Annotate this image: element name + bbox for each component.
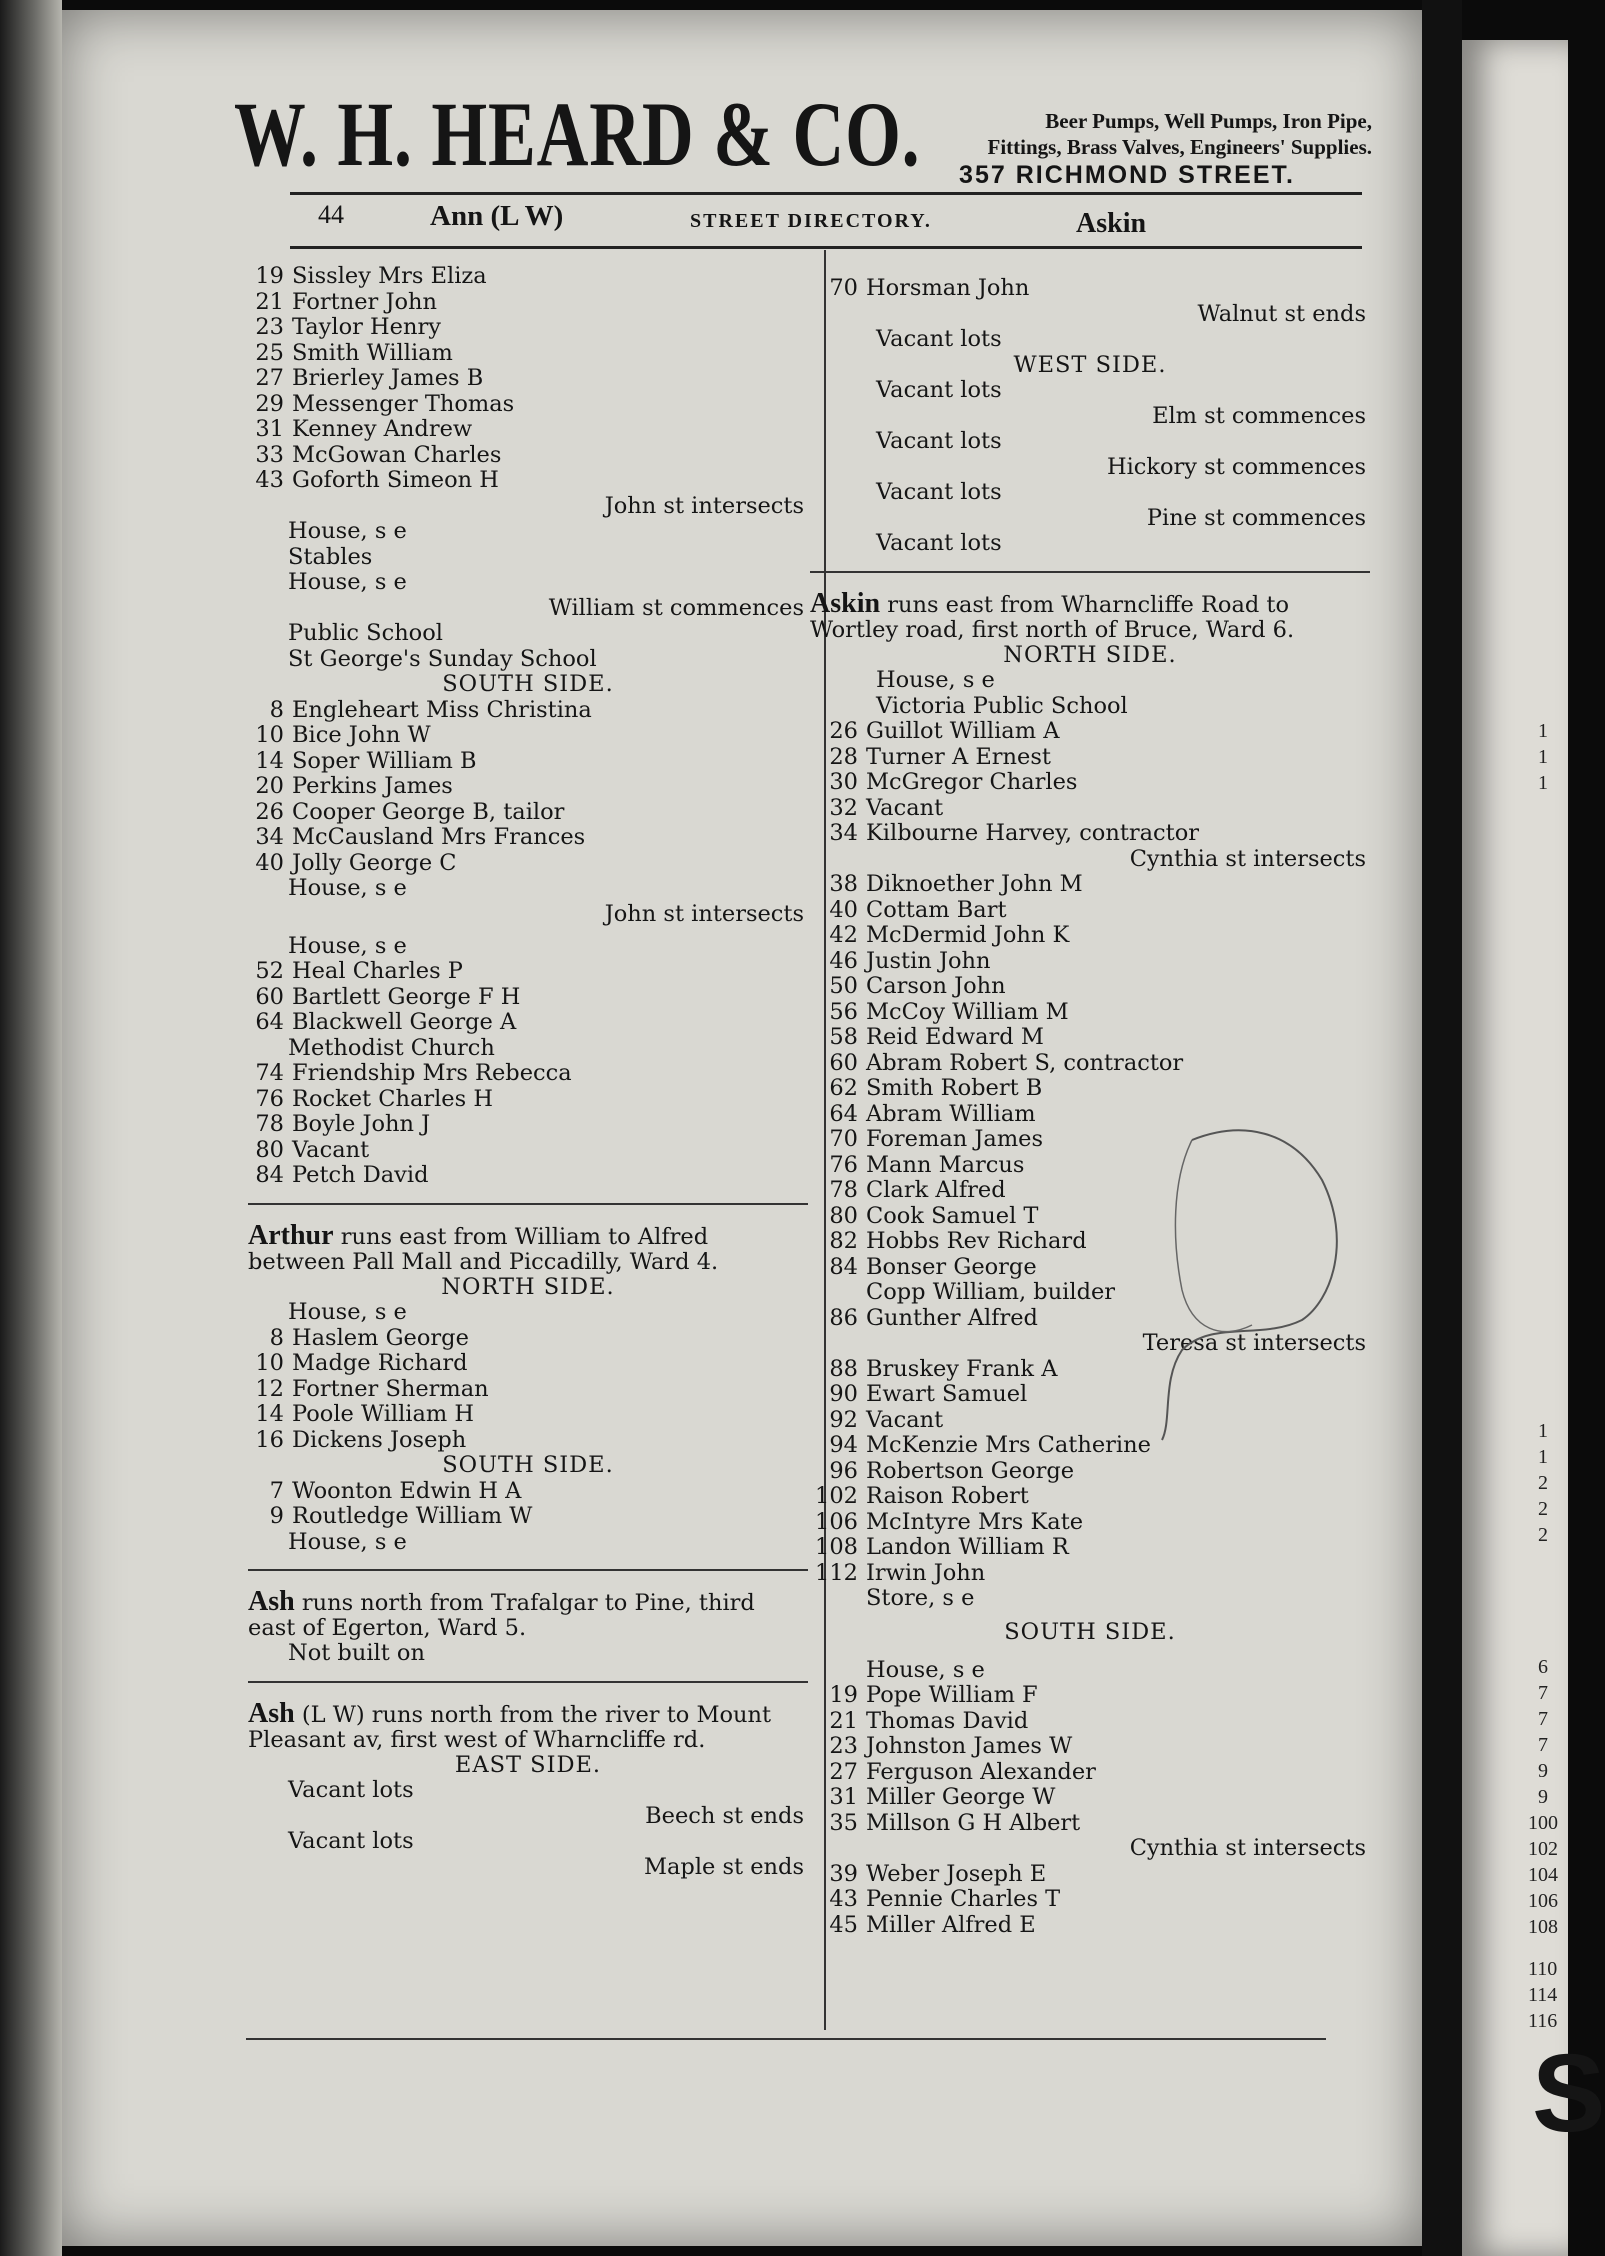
side-heading: SOUTH SIDE. xyxy=(442,1452,614,1478)
list-item: 80 Cook Samuel T xyxy=(829,1202,1039,1229)
list-item: 80 Vacant xyxy=(255,1136,370,1163)
list-item: 45 Miller Alfred E xyxy=(829,1911,1036,1938)
list-item: House, s e xyxy=(288,518,407,544)
list-item: 50 Carson John xyxy=(829,973,1006,999)
page-fragment: 9 xyxy=(1538,1760,1548,1782)
list-item: 42 McDermid John K xyxy=(829,922,1070,948)
page-number: 44 xyxy=(318,200,344,229)
cross-street: William st commences xyxy=(548,594,804,621)
list-item: 52 Heal Charles P xyxy=(255,958,463,984)
list-item: 112 Irwin John xyxy=(815,1559,986,1586)
list-item: 102 Raison Robert xyxy=(815,1483,1029,1509)
page-fragment: 9 xyxy=(1538,1786,1548,1808)
side-heading: NORTH SIDE. xyxy=(441,1273,615,1300)
list-item: St George's Sunday School xyxy=(288,645,597,672)
side-heading: WEST SIDE. xyxy=(1013,351,1167,378)
list-item: 74 Friendship Mrs Rebecca xyxy=(255,1060,572,1086)
list-item: Copp William, builder xyxy=(866,1279,1116,1305)
list-item: 96 Robertson George xyxy=(829,1457,1075,1484)
cross-street: Cynthia st intersects xyxy=(1129,845,1366,872)
page-fragment: 100 xyxy=(1528,1812,1558,1834)
page-fragment: 6 xyxy=(1538,1656,1548,1678)
page-fragment: 1 xyxy=(1538,1446,1548,1468)
list-item: 16 Dickens Joseph xyxy=(255,1426,467,1453)
list-item: 31 Kenney Andrew xyxy=(255,416,473,442)
list-item: 76 Mann Marcus xyxy=(829,1151,1025,1178)
list-item: Vacant lots xyxy=(876,530,1002,556)
list-item: Store, s e xyxy=(866,1585,975,1611)
list-item: 34 McCausland Mrs Frances xyxy=(255,824,586,850)
directory-page xyxy=(62,10,1422,2246)
list-item: Stables xyxy=(288,543,373,570)
section-divider xyxy=(248,1681,808,1683)
list-item: House, s e xyxy=(288,932,407,959)
askin-south-entries-2 xyxy=(810,1862,1370,1939)
list-item: 29 Messenger Thomas xyxy=(255,390,515,417)
list-item: 23 Johnston James W xyxy=(829,1733,1073,1759)
header-rule xyxy=(290,246,1362,249)
ad-line: Fittings, Brass Valves, Engineers' Supplies. xyxy=(987,135,1372,159)
ad-address: 357 RICHMOND STREET. xyxy=(959,161,1295,189)
list-item: 9 Routledge William W xyxy=(269,1503,533,1529)
list-item: 88 Bruskey Frank A xyxy=(829,1355,1058,1382)
list-item: 30 McGregor Charles xyxy=(829,769,1078,795)
list-item: 32 Vacant xyxy=(829,794,944,821)
page-fragment: 7 xyxy=(1538,1708,1548,1730)
list-item: Vacant lots xyxy=(288,1777,414,1803)
list-item: 25 Smith William xyxy=(255,339,453,366)
list-item: 39 Weber Joseph E xyxy=(829,1860,1047,1887)
cross-street: John st intersects xyxy=(604,492,804,519)
list-item: House, s e xyxy=(876,667,995,693)
list-item: Vacant lots xyxy=(876,428,1002,454)
street-heading-arthur: Arthur runs east from William to Alfred between Pall Mall and Piccadilly, Ward 4. xyxy=(248,1219,719,1275)
ann-south-entries xyxy=(248,698,808,877)
page-fragment: 7 xyxy=(1538,1734,1548,1756)
side-heading: NORTH SIDE. xyxy=(1003,641,1177,668)
page-header-bar xyxy=(290,200,1362,244)
page-fragment-letter: S xyxy=(1532,2032,1605,2155)
list-item: 60 Abram Robert S, contractor xyxy=(829,1049,1184,1076)
list-item: House, s e xyxy=(288,875,407,901)
ad-line: Beer Pumps, Well Pumps, Iron Pipe, xyxy=(1045,109,1372,133)
page-fragment: 110 xyxy=(1528,1958,1558,1980)
page-fragment: 7 xyxy=(1538,1682,1548,1704)
list-item: 76 Rocket Charles H xyxy=(255,1085,493,1112)
list-item: 34 Kilbourne Harvey, contractor xyxy=(829,820,1199,846)
page-fragment: 104 xyxy=(1528,1864,1558,1886)
cross-street: Pine st commences xyxy=(1146,504,1366,531)
arthur-north-entries xyxy=(248,1326,808,1454)
street-heading-ash-lw: Ash (L W) runs north from the river to Mount Pleasant av, first west of Wharncliffe rd. xyxy=(248,1697,772,1753)
list-item: 27 Brierley James B xyxy=(255,365,484,391)
side-heading: EAST SIDE. xyxy=(454,1751,602,1778)
askin-north-entries xyxy=(810,719,1370,847)
page-fragment: 116 xyxy=(1528,2010,1558,2032)
page-fragment: 102 xyxy=(1528,1838,1558,1860)
list-item: 20 Perkins James xyxy=(255,773,453,799)
list-item: House, s e xyxy=(288,1528,407,1555)
askin-south-entries xyxy=(810,1683,1370,1836)
right-street-heading: Askin xyxy=(1076,208,1147,239)
list-item: 78 Boyle John J xyxy=(255,1111,431,1137)
page-fragment: 2 xyxy=(1538,1472,1548,1494)
ann-south-entries-2 xyxy=(248,959,808,1036)
page-fragment: 1 xyxy=(1538,746,1548,768)
list-item: 46 Justin John xyxy=(829,947,991,974)
list-item: 58 Reid Edward M xyxy=(829,1024,1044,1050)
list-item: 90 Ewart Samuel xyxy=(829,1381,1028,1407)
page-fragment: 108 xyxy=(1528,1916,1558,1938)
adjacent-page-edge xyxy=(1462,40,1605,2256)
cross-street: Beech st ends xyxy=(645,1802,804,1829)
list-item: 43 Goforth Simeon H xyxy=(255,467,499,493)
list-item: House, s e xyxy=(288,1299,407,1325)
list-item: 70 Foreman James xyxy=(829,1126,1044,1152)
cross-street: Hickory st commences xyxy=(1106,453,1366,480)
section-divider xyxy=(248,1569,808,1571)
side-heading: SOUTH SIDE. xyxy=(442,671,614,697)
list-item: 23 Taylor Henry xyxy=(255,314,441,340)
list-item: 27 Ferguson Alexander xyxy=(829,1758,1096,1785)
list-item: 19 Sissley Mrs Eliza xyxy=(255,263,487,289)
list-item: Vacant lots xyxy=(876,377,1002,403)
list-item: Vacant lots xyxy=(288,1828,414,1854)
cross-street: Elm st commences xyxy=(1152,402,1366,429)
list-item: 40 Jolly George C xyxy=(255,849,457,876)
list-item: 78 Clark Alfred xyxy=(829,1177,1006,1203)
page-fragment: 1 xyxy=(1538,1420,1548,1442)
right-column xyxy=(810,276,1370,1938)
list-item: 94 McKenzie Mrs Catherine xyxy=(829,1432,1151,1458)
list-item: 84 Bonser George xyxy=(829,1253,1037,1280)
list-item: House, s e xyxy=(288,569,407,595)
list-item: Vacant lots xyxy=(876,479,1002,505)
cross-street: Cynthia st intersects xyxy=(1129,1835,1366,1861)
pencil-scribble xyxy=(1152,1120,1352,1450)
book-binding xyxy=(0,0,62,2256)
list-item: 82 Hobbs Rev Richard xyxy=(829,1228,1087,1254)
list-item: 43 Pennie Charles T xyxy=(829,1886,1061,1912)
list-item: 8 Haslem George xyxy=(269,1324,469,1351)
list-item: 10 Bice John W xyxy=(255,722,431,748)
list-item: 84 Petch David xyxy=(255,1162,429,1188)
list-item: House, s e xyxy=(866,1656,985,1683)
list-item: 31 Miller George W xyxy=(829,1784,1056,1810)
list-item: 92 Vacant xyxy=(829,1406,944,1433)
page-fragment: 2 xyxy=(1538,1524,1548,1546)
page-fragment: 1 xyxy=(1538,720,1548,742)
list-item: 64 Blackwell George A xyxy=(255,1009,517,1035)
page-fragment: 106 xyxy=(1528,1890,1558,1912)
side-heading: SOUTH SIDE. xyxy=(1004,1618,1176,1645)
list-item: 40 Cottam Bart xyxy=(829,896,1007,923)
list-item: 19 Pope William F xyxy=(829,1682,1038,1708)
list-item: Methodist Church xyxy=(288,1034,495,1061)
list-item: 21 Fortner John xyxy=(255,288,437,315)
list-item: 64 Abram William xyxy=(829,1100,1036,1127)
cross-street: Teresa st intersects xyxy=(1142,1330,1366,1356)
list-item: 38 Diknoether John M xyxy=(829,871,1083,897)
list-item: 7 Woonton Edwin H A xyxy=(269,1477,522,1504)
list-item: 14 Poole William H xyxy=(255,1401,475,1427)
list-item: Victoria Public School xyxy=(876,692,1128,719)
brand-title: W. H. HEARD & CO. xyxy=(234,83,921,185)
left-street-heading: Ann (L W) xyxy=(430,200,564,232)
list-item: 35 Millson G H Albert xyxy=(829,1809,1081,1836)
header-rule xyxy=(290,192,1362,195)
page-gutter xyxy=(1422,0,1462,2256)
list-item: 60 Bartlett George F H xyxy=(255,983,521,1010)
ann-entries xyxy=(248,264,808,494)
section-divider xyxy=(810,571,1370,573)
list-item: 12 Fortner Sherman xyxy=(255,1375,489,1402)
list-item: 21 Thomas David xyxy=(829,1707,1029,1734)
list-item: 106 McIntyre Mrs Kate xyxy=(815,1508,1084,1535)
list-item: 26 Guillot William A xyxy=(829,718,1060,744)
list-item: 14 Soper William B xyxy=(255,747,477,774)
list-item: 28 Turner A Ernest xyxy=(829,743,1051,770)
ann-south-entries-3 xyxy=(248,1061,808,1189)
page-fragment: 2 xyxy=(1538,1498,1548,1520)
list-item: 56 McCoy William M xyxy=(829,998,1069,1025)
list-item: 108 Landon William R xyxy=(815,1534,1069,1560)
advertisement xyxy=(882,108,1372,188)
cross-street: Walnut st ends xyxy=(1197,300,1366,327)
list-item: 26 Cooper George B, tailor xyxy=(255,798,565,825)
cross-street: Maple st ends xyxy=(643,1853,804,1880)
list-item: 10 Madge Richard xyxy=(255,1350,468,1376)
list-item: 33 McGowan Charles xyxy=(255,441,502,468)
page-fragment: 1 xyxy=(1538,772,1548,794)
section-divider xyxy=(248,1203,808,1205)
cross-street: John st intersects xyxy=(604,900,804,927)
bottom-rule xyxy=(246,2038,1326,2040)
street-heading-ash: Ash runs north from Trafalgar to Pine, third east of Egerton, Ward 5. xyxy=(248,1586,755,1641)
street-note: Not built on xyxy=(288,1640,425,1666)
list-item: 70 Horsman John xyxy=(829,275,1030,301)
left-column xyxy=(248,264,808,1880)
list-item: Vacant lots xyxy=(876,326,1002,352)
page-fragment: 114 xyxy=(1528,1984,1558,2006)
directory-title: STREET DIRECTORY. xyxy=(690,210,932,232)
list-item: 62 Smith Robert B xyxy=(829,1075,1043,1101)
list-item: 8 Engleheart Miss Christina xyxy=(269,696,592,723)
list-item: 86 Gunther Alfred xyxy=(829,1304,1038,1331)
street-heading-askin: Askin runs east from Wharncliffe Road to Wortley road, first north of Bruce, Ward 6. xyxy=(810,587,1295,643)
list-item: Public School xyxy=(288,620,443,646)
